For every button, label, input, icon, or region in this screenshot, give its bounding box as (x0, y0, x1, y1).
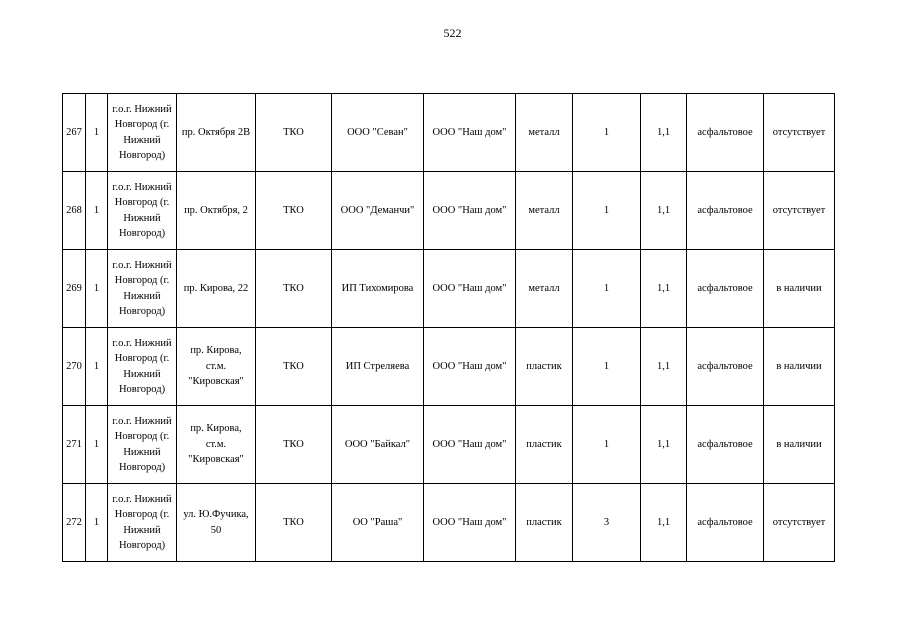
operator-cell: ООО "Наш дом" (424, 406, 516, 484)
surface-type-cell: асфальтовое (687, 484, 764, 562)
container-count-cell: 1 (573, 94, 641, 172)
waste-type-cell: ТКО (256, 406, 332, 484)
address-cell: ул. Ю.Фучика, 50 (177, 484, 256, 562)
operator-cell: ООО "Наш дом" (424, 484, 516, 562)
settlement-cell: г.о.г. Нижний Новгород (г. Нижний Новгород) (108, 94, 177, 172)
waste-type-cell: ТКО (256, 484, 332, 562)
table-row (63, 172, 835, 250)
operator-cell: ООО "Наш дом" (424, 172, 516, 250)
address-cell: пр. Кирова, ст.м. "Кировская" (177, 406, 256, 484)
container-count-cell: 1 (573, 328, 641, 406)
address-cell: пр. Октября 2В (177, 94, 256, 172)
fence-cell: в наличии (764, 406, 835, 484)
operator-cell: ООО "Наш дом" (424, 94, 516, 172)
surface-type-cell: асфальтовое (687, 328, 764, 406)
container-volume-cell: 1,1 (641, 406, 687, 484)
table-row (63, 328, 835, 406)
registry-table (62, 93, 835, 562)
container-count-cell: 3 (573, 484, 641, 562)
container-volume-cell: 1,1 (641, 484, 687, 562)
fence-cell: в наличии (764, 328, 835, 406)
container-count-cell: 1 (573, 406, 641, 484)
owner-cell: ООО "Байкал" (332, 406, 424, 484)
waste-type-cell: ТКО (256, 250, 332, 328)
container-material-cell: пластик (516, 484, 573, 562)
fence-cell: отсутствует (764, 484, 835, 562)
table-body (63, 94, 835, 562)
row-number: 271 (63, 406, 86, 484)
address-cell: пр. Кирова, 22 (177, 250, 256, 328)
fence-cell: отсутствует (764, 172, 835, 250)
owner-cell: ИП Тихомирова (332, 250, 424, 328)
owner-cell: ООО "Севан" (332, 94, 424, 172)
settlement-cell: г.о.г. Нижний Новгород (г. Нижний Новгород) (108, 406, 177, 484)
row-number: 272 (63, 484, 86, 562)
table-row (63, 250, 835, 328)
container-material-cell: металл (516, 172, 573, 250)
container-material-cell: пластик (516, 328, 573, 406)
row-number: 270 (63, 328, 86, 406)
quantity-cell: 1 (86, 250, 108, 328)
owner-cell: ОО "Раша" (332, 484, 424, 562)
address-cell: пр. Октября, 2 (177, 172, 256, 250)
operator-cell: ООО "Наш дом" (424, 250, 516, 328)
surface-type-cell: асфальтовое (687, 406, 764, 484)
table-row (63, 94, 835, 172)
container-volume-cell: 1,1 (641, 250, 687, 328)
owner-cell: ИП Стреляева (332, 328, 424, 406)
page-number: 522 (443, 26, 462, 40)
surface-type-cell: асфальтовое (687, 250, 764, 328)
quantity-cell: 1 (86, 484, 108, 562)
row-number: 268 (63, 172, 86, 250)
settlement-cell: г.о.г. Нижний Новгород (г. Нижний Новгород) (108, 328, 177, 406)
container-volume-cell: 1,1 (641, 328, 687, 406)
container-count-cell: 1 (573, 250, 641, 328)
fence-cell: отсутствует (764, 94, 835, 172)
table-row (63, 406, 835, 484)
settlement-cell: г.о.г. Нижний Новгород (г. Нижний Новгород) (108, 484, 177, 562)
waste-type-cell: ТКО (256, 172, 332, 250)
table-row (63, 484, 835, 562)
quantity-cell: 1 (86, 406, 108, 484)
waste-type-cell: ТКО (256, 94, 332, 172)
settlement-cell: г.о.г. Нижний Новгород (г. Нижний Новгород) (108, 172, 177, 250)
container-material-cell: пластик (516, 406, 573, 484)
container-count-cell: 1 (573, 172, 641, 250)
settlement-cell: г.о.г. Нижний Новгород (г. Нижний Новгород) (108, 250, 177, 328)
row-number: 269 (63, 250, 86, 328)
container-volume-cell: 1,1 (641, 172, 687, 250)
container-material-cell: металл (516, 94, 573, 172)
quantity-cell: 1 (86, 172, 108, 250)
quantity-cell: 1 (86, 328, 108, 406)
owner-cell: ООО "Деманчи" (332, 172, 424, 250)
address-cell: пр. Кирова, ст.м. "Кировская" (177, 328, 256, 406)
fence-cell: в наличии (764, 250, 835, 328)
surface-type-cell: асфальтовое (687, 94, 764, 172)
waste-type-cell: ТКО (256, 328, 332, 406)
row-number: 267 (63, 94, 86, 172)
container-volume-cell: 1,1 (641, 94, 687, 172)
operator-cell: ООО "Наш дом" (424, 328, 516, 406)
container-material-cell: металл (516, 250, 573, 328)
quantity-cell: 1 (86, 94, 108, 172)
surface-type-cell: асфальтовое (687, 172, 764, 250)
